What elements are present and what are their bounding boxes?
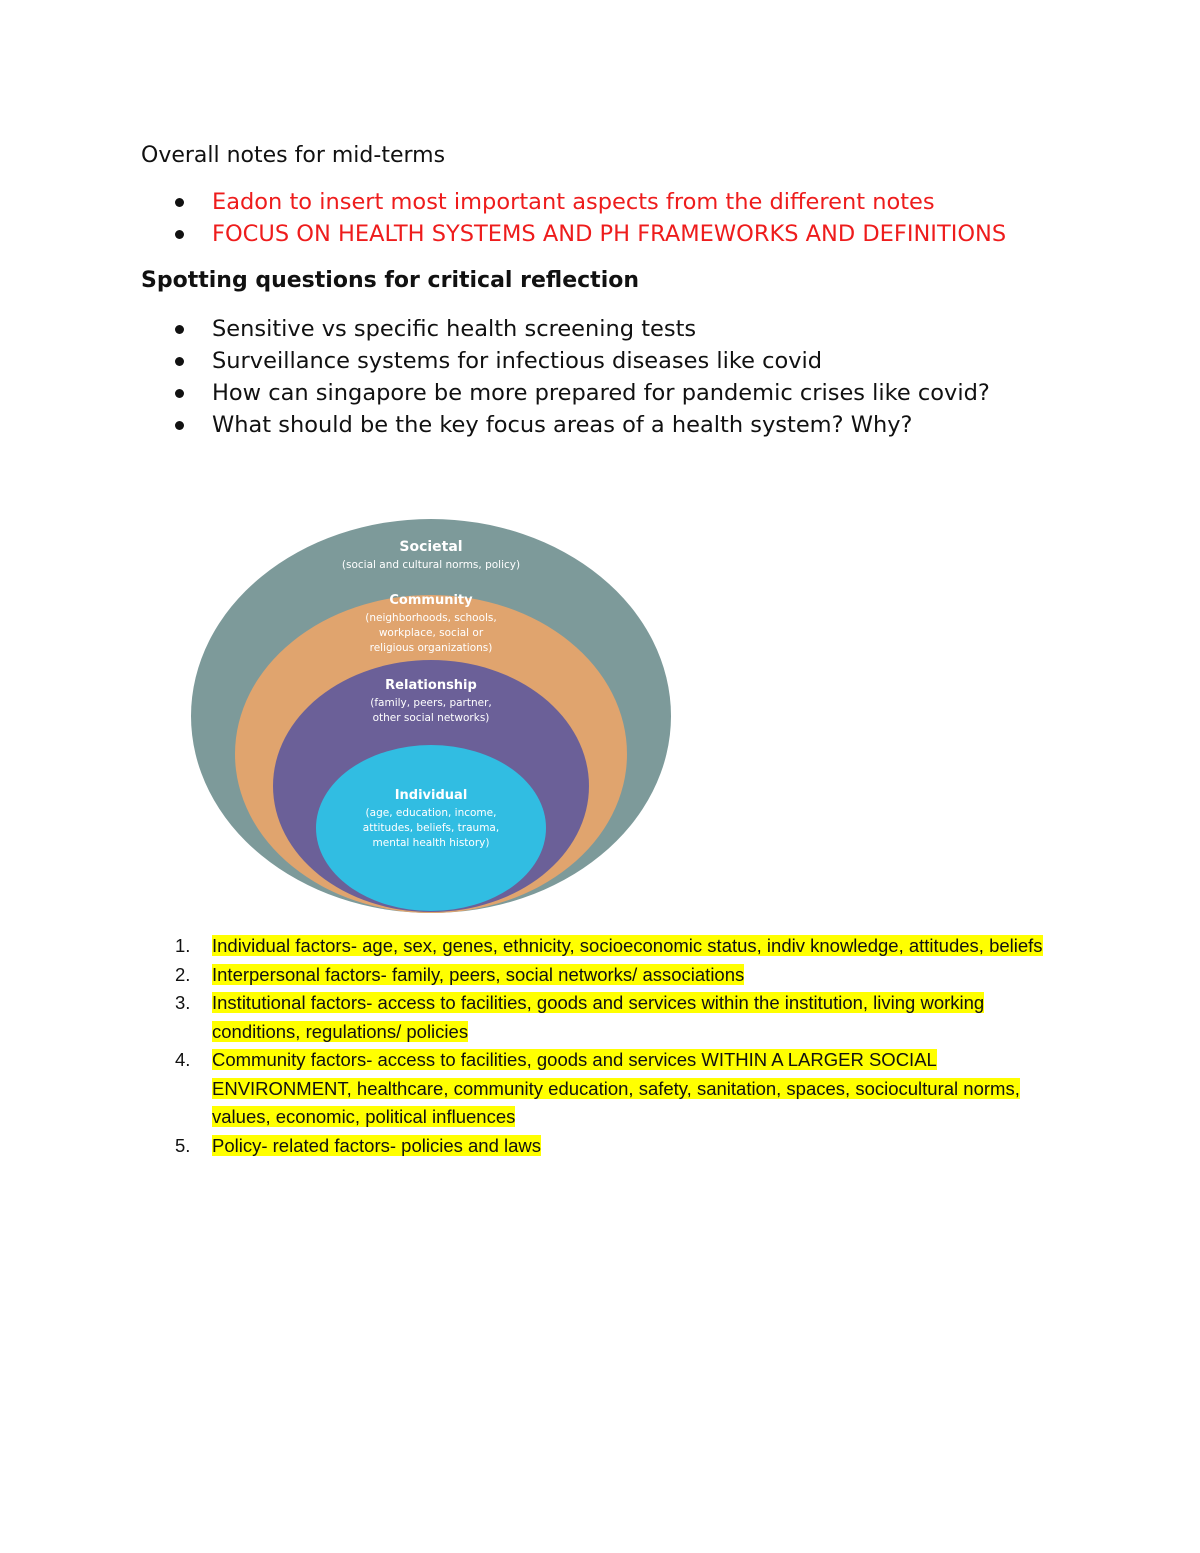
- bullet-icon: [175, 325, 184, 334]
- factor-text: Interpersonal factors- family, peers, social networks/ associations: [212, 963, 745, 985]
- list-item: [141, 409, 990, 441]
- community-detail: workplace, social or: [378, 627, 484, 639]
- list-number: 5.: [175, 1134, 191, 1156]
- page-title: Overall notes for mid-terms: [141, 143, 446, 168]
- question-text: Sensitive vs specific health screening tests: [212, 316, 697, 342]
- section-heading: Spotting questions for critical reflection: [141, 268, 640, 293]
- list-item: [141, 1046, 1061, 1132]
- list-number: 1.: [175, 935, 191, 956]
- community-detail: (neighborhoods, schools,: [365, 612, 497, 624]
- list-item: [141, 313, 990, 345]
- list-item: [141, 377, 990, 409]
- individual-title: Individual: [394, 788, 468, 803]
- individual-detail: (age, education, income,: [365, 807, 497, 819]
- note-text: Eadon to insert most important aspects from the different notes: [212, 189, 935, 215]
- individual-detail: attitudes, beliefs, trauma,: [362, 822, 500, 834]
- factor-text: Community factors- access to facilities, goods and services WITHIN A LARGER SOCIAL ENVIRONMENT, healthcare, community education, safety, sanitation, spaces, sociocultural norms, values, economic, political influences: [212, 1049, 1020, 1127]
- factor-text: Institutional factors- access to facilities, goods and services within the institution, living working conditions, regulations/ policies: [212, 992, 985, 1042]
- community-title: Community: [389, 593, 473, 608]
- individual-detail: mental health history): [372, 837, 490, 849]
- list-item: [141, 932, 1061, 961]
- bullet-icon: [175, 421, 184, 430]
- societal-detail: (social and cultural norms, policy): [341, 559, 521, 571]
- list-number: 3.: [175, 992, 191, 1013]
- list-item: [141, 989, 1061, 1046]
- bullet-icon: [175, 389, 184, 398]
- list-number: 4.: [175, 1049, 191, 1070]
- bullet-icon: [175, 230, 184, 239]
- factor-text: Policy- related factors- policies and laws: [212, 1134, 542, 1156]
- list-item: [141, 186, 1006, 218]
- notes-list: [141, 186, 1006, 250]
- bullet-icon: [175, 198, 184, 207]
- list-item: [141, 218, 1006, 250]
- question-text: How can singapore be more prepared for pandemic crises like covid?: [212, 380, 990, 406]
- bullet-icon: [175, 357, 184, 366]
- relationship-title: Relationship: [385, 678, 477, 693]
- list-item: [141, 345, 990, 377]
- list-item: [141, 961, 1061, 990]
- societal-title: Societal: [399, 539, 463, 555]
- list-item: [141, 1132, 1061, 1161]
- factors-list: [141, 932, 1061, 1160]
- relationship-detail: other social networks): [372, 712, 490, 724]
- relationship-detail: (family, peers, partner,: [370, 697, 492, 709]
- question-text: Surveillance systems for infectious diseases like covid: [212, 348, 823, 374]
- factor-text: Individual factors- age, sex, genes, ethnicity, socioeconomic status, indiv knowledge, attitudes, beliefs: [212, 935, 1043, 956]
- note-text: FOCUS ON HEALTH SYSTEMS AND PH FRAMEWORKS AND DEFINITIONS: [212, 221, 1007, 247]
- community-detail: religious organizations): [369, 642, 493, 654]
- socio-ecological-model-diagram: [190, 518, 672, 914]
- diagram-svg: [190, 518, 672, 914]
- list-number: 2.: [175, 963, 191, 985]
- questions-list: [141, 313, 990, 441]
- question-text: What should be the key focus areas of a health system? Why?: [212, 412, 913, 438]
